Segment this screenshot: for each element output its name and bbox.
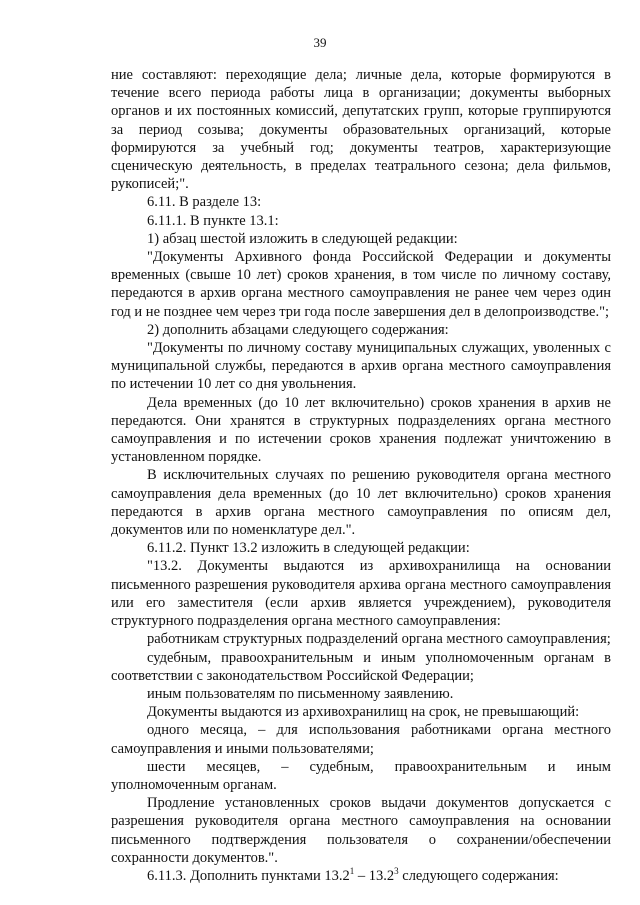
paragraph-7: "Документы по личному составу муниципальных служащих, уволенных с муниципальной службы, передаются в архив органа местного самоуправления по истечении 10 лет со дня увольнения.	[111, 340, 611, 393]
paragraph-8: Дела временных (до 10 лет включительно) сроков хранения в архив не передаются. Они хранятся в структурных подразделениях органа местного самоуправления и по истечении сроков хранения подлежат уничтожению в установленном порядке.	[111, 394, 611, 466]
paragraph-1: ние составляют: переходящие дела; личные дела, которые формируются в течение всего периода работы лица в организации; документы выборных органов и их постоянных комиссий, депутатских групп, которые группируются за период созыва; документы образовательных организаций, которые формируются за учебный год; документы театров, характеризующие сценическую деятельность, в пределах театрального сезона; дела фильмов, рукописей;".	[111, 67, 611, 193]
paragraph-13: судебным, правоохранительным и иным уполномоченным органам в соответствии с законодательством Российской Федерации;	[111, 649, 611, 684]
paragraph-19	[111, 867, 611, 885]
paragraph-9: В исключительных случаях по решению руководителя органа местного самоуправления дела временных (до 10 лет включительно) сроков хранения передаются в архив органа местного самоуправления по описям дел, документов или по номенклатуре дел.".	[111, 467, 611, 539]
paragraph-6: 2) дополнить абзацами следующего содержания:	[147, 321, 449, 338]
paragraph-10: 6.11.2. Пункт 13.2 изложить в следующей редакции:	[147, 540, 470, 557]
paragraph-3: 6.11.1. В пункте 13.1:	[147, 212, 279, 229]
paragraph-17: шести месяцев, – судебным, правоохранительным и иным уполномоченным органам.	[111, 758, 611, 793]
paragraph-16: одного месяца, – для использования работниками органа местного самоуправления и иными пользователями;	[111, 722, 611, 757]
paragraph-15: Документы выдаются из архивохранилищ на срок, не превышающий:	[147, 704, 580, 721]
superscript-1: 1	[349, 866, 355, 877]
page-number: 39	[313, 35, 327, 50]
paragraph-18: Продление установленных сроков выдачи документов допускается с разрешения руководителя органа местного самоуправления на основании письменного подтверждения пользователя о сохранении/обеспечении сохранности документов.".	[111, 795, 611, 866]
paragraph-12: работникам структурных подразделений органа местного самоуправления;	[147, 631, 611, 648]
paragraph-2: 6.11. В разделе 13:	[147, 194, 262, 211]
paragraph-14: иным пользователям по письменному заявлению.	[147, 685, 454, 702]
document-body	[111, 66, 611, 885]
paragraph-5: "Документы Архивного фонда Российской Федерации и документы временных (свыше 10 лет) сроков хранения, в том числе по личному составу, передаются в архив органа местного самоуправления не ранее чем через один год и не позднее чем через три года после завершения дел в делопроизводстве.";	[111, 249, 611, 320]
paragraph-11: "13.2. Документы выдаются из архивохранилища на основании письменного разрешения руководителя архива органа местного самоуправления или его заместителя (если архив является учреждением), руководителя структурного подразделения органа местного самоуправления:	[111, 558, 611, 630]
superscript-3: 3	[394, 866, 399, 877]
paragraph-19-start: 6.11.3. Дополнить пунктами 13.2	[147, 867, 350, 884]
paragraph-19-end: следующего содержания:	[398, 867, 559, 884]
paragraph-19-middle: – 13.2	[354, 867, 395, 884]
paragraph-4: 1) абзац шестой изложить в следующей редакции:	[147, 230, 458, 247]
